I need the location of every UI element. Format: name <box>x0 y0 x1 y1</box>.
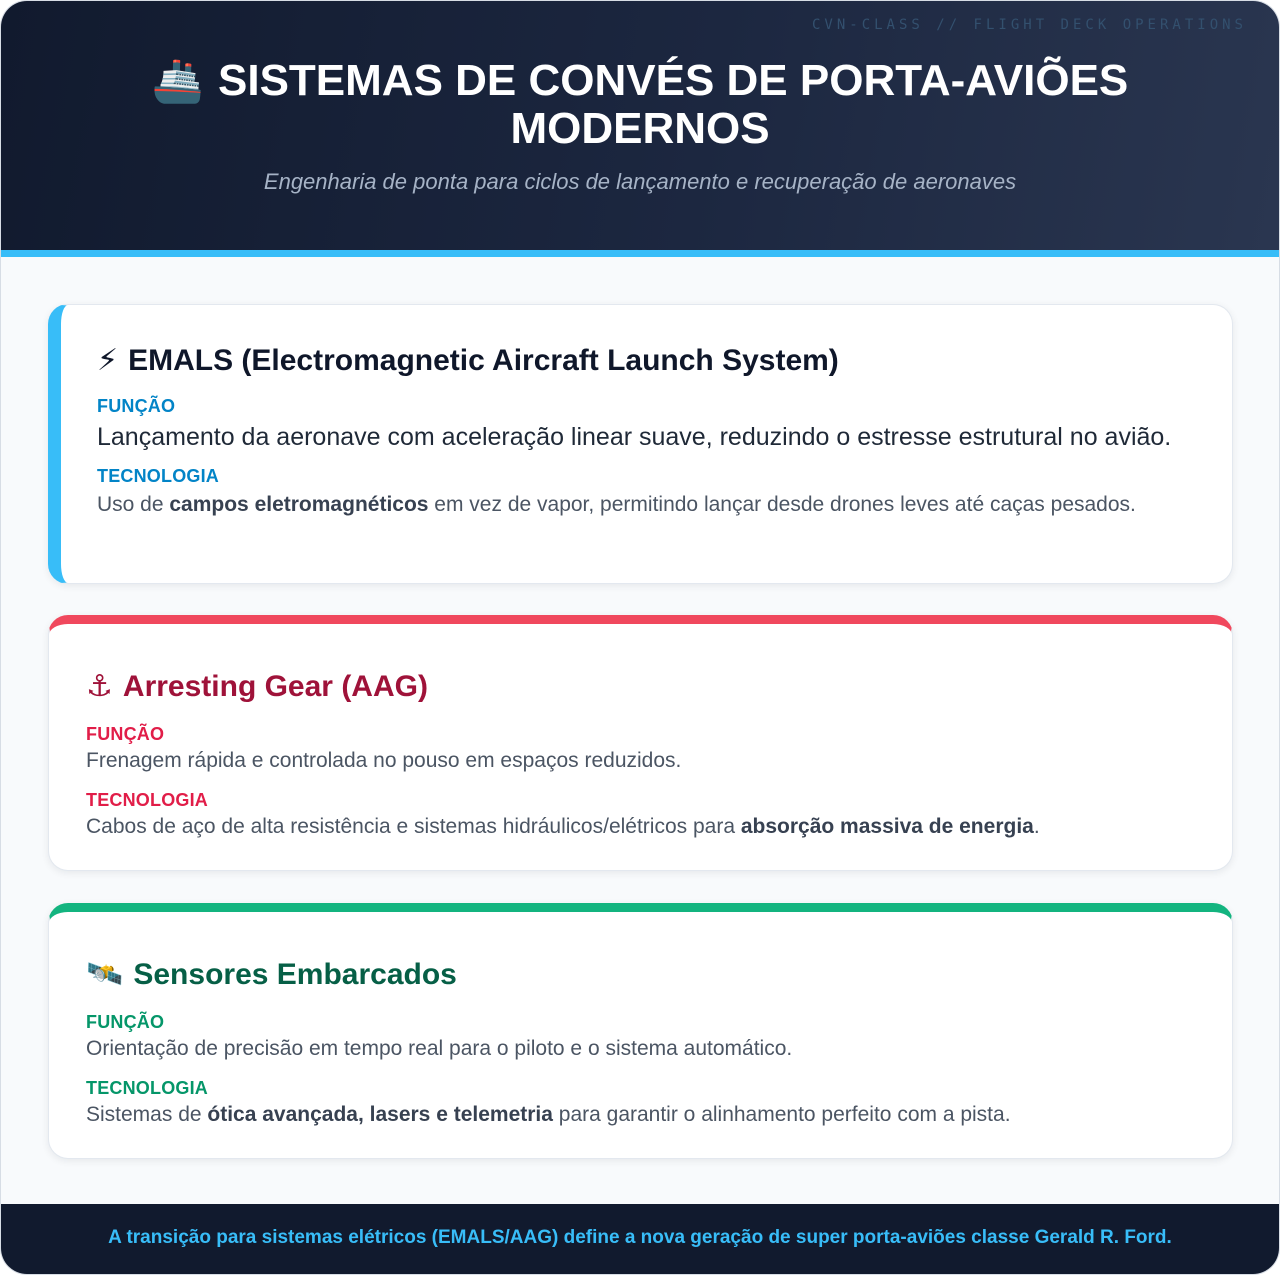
tec-text-highlight: ótica avançada, lasers e telemetria <box>207 1103 553 1126</box>
tec-text-highlight: absorção massiva de energia <box>740 815 1034 838</box>
title-line-1: SISTEMAS DE CONVÉS DE PORTA-AVIÕES <box>218 56 1129 105</box>
tec-text-post: . <box>1033 815 1040 838</box>
card-emals <box>48 304 1233 584</box>
tec-text-pre: Sistemas de <box>86 1103 208 1126</box>
funcao-text: Orientação de precisão em tempo real para o piloto e o sistema automático. <box>86 1037 793 1060</box>
card-title <box>86 670 428 704</box>
tec-text-post: em vez de vapor, permitindo lançar desde drones leves até caças pesados. <box>428 493 1136 516</box>
tec-text-post: para garantir o alinhamento perfeito com a pista. <box>552 1103 1011 1126</box>
tec-text-highlight: campos eletromagnéticos <box>169 493 429 516</box>
tec-text-pre: Cabos de aço de alta resistência e sistemas hidráulicos/elétricos para <box>86 815 741 838</box>
funcao-label: FUNÇÃO <box>86 1012 165 1032</box>
footer-banner <box>1 1204 1279 1274</box>
tecnologia-label: TECNOLOGIA <box>97 466 219 486</box>
tecnologia-label: TECNOLOGIA <box>86 1078 208 1098</box>
card-title <box>86 958 457 992</box>
funcao-text: Frenagem rápida e controlada no pouso em espaços reduzidos. <box>86 749 682 772</box>
funcao-text: Lançamento da aeronave com aceleração linear suave, reduzindo o estresse estrutural no avião. <box>97 423 1172 451</box>
tec-text-pre: Uso de <box>97 493 170 516</box>
card-title-text: Sensores Embarcados <box>133 958 457 991</box>
funcao-label: FUNÇÃO <box>97 396 176 416</box>
header-banner <box>1 1 1279 257</box>
tecnologia-label: TECNOLOGIA <box>86 790 208 810</box>
page-title <box>1 57 1279 153</box>
card-title <box>97 344 839 378</box>
tecnologia-text <box>86 1102 1011 1127</box>
card-title-text: Arresting Gear (AAG) <box>122 670 428 703</box>
title-line-2: MODERNOS <box>510 104 770 153</box>
card-arresting-gear <box>48 615 1233 871</box>
card-title-text: EMALS (Electromagnetic Aircraft Launch System) <box>128 344 839 377</box>
ship-icon: 🚢 <box>151 57 204 104</box>
funcao-label: FUNÇÃO <box>86 724 165 744</box>
infographic-frame <box>1 1 1279 1274</box>
header-tagline: CVN-CLASS // FLIGHT DECK OPERATIONS <box>811 17 1247 33</box>
tecnologia-text <box>86 814 1040 839</box>
lightning-icon: ⚡ <box>97 344 119 377</box>
footer-text: A transição para sistemas elétricos (EMALS/AAG) define a nova geração de super porta-aviões classe Gerald R. Ford. <box>108 1227 1172 1248</box>
satellite-icon: 🛰️ <box>86 958 124 991</box>
tecnologia-text <box>97 492 1157 517</box>
card-sensores <box>48 903 1233 1159</box>
page-subtitle: Engenharia de ponta para ciclos de lançamento e recuperação de aeronaves <box>263 169 1017 194</box>
anchor-icon: ⚓ <box>86 670 113 703</box>
